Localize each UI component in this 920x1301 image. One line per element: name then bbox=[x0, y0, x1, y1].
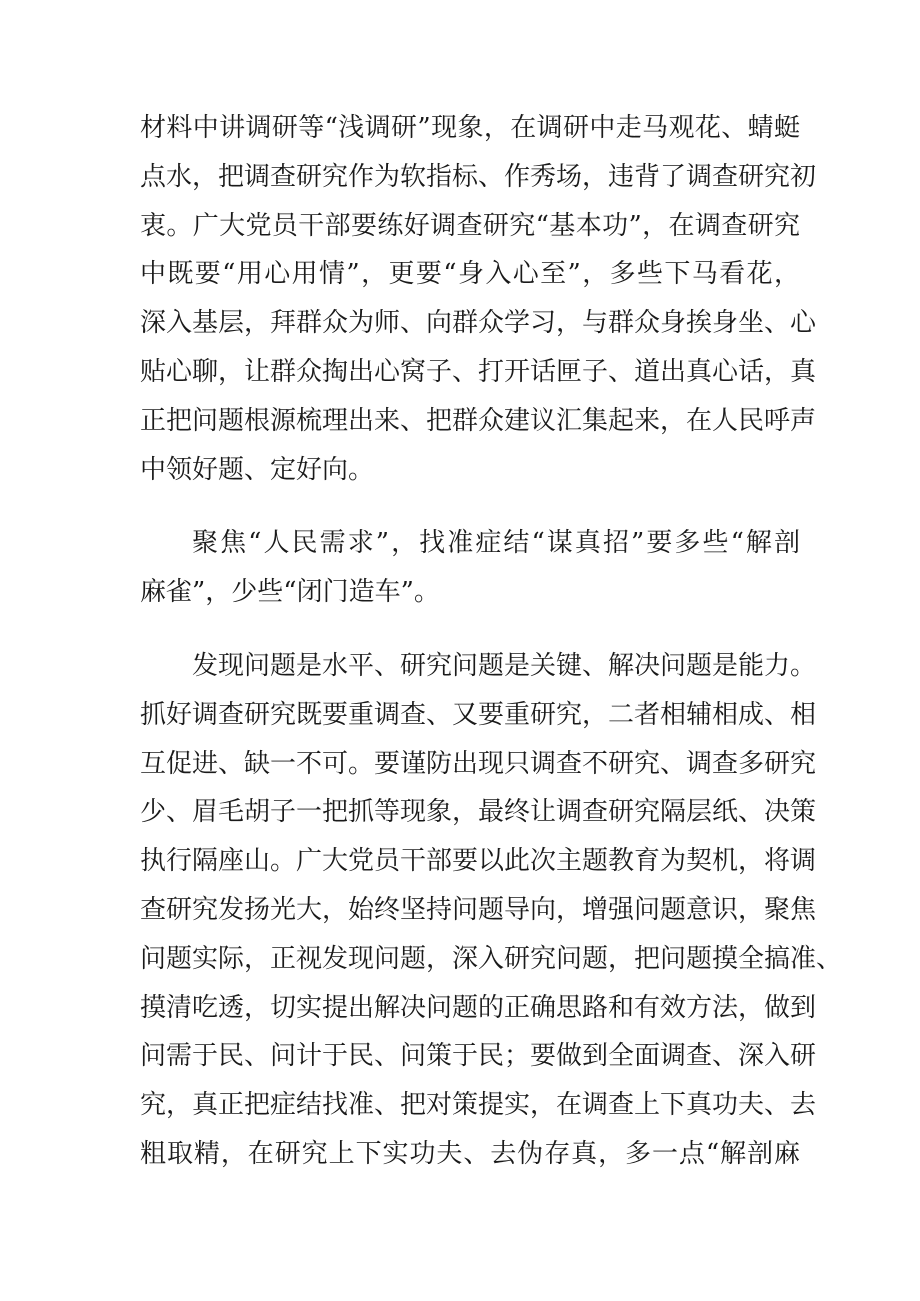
paragraph-line: 互促进、缺一不可。要谨防出现只调查不研究、调查多研究 bbox=[140, 748, 817, 779]
paragraph-line: 查研究发扬光大，始终坚持问题导向，增强问题意识，聚焦 bbox=[140, 894, 817, 925]
paragraph-line: 少、眉毛胡子一把抓等现象，最终让调查研究隔层纸、决策 bbox=[140, 797, 817, 828]
paragraph-2 bbox=[140, 519, 800, 617]
paragraph-line: 中既要“用心用情”，更要“身入心至”，多些下马看花， bbox=[140, 259, 800, 290]
paragraph-line: 执行隔座山。广大党员干部要以此次主题教育为契机，将调 bbox=[140, 846, 817, 877]
paragraph-line: 抓好调查研究既要重调查、又要重研究，二者相辅相成、相 bbox=[140, 699, 817, 730]
paragraph-line: 贴心聊，让群众掏出心窝子、打开话匣子、道出真心话，真 bbox=[140, 356, 817, 387]
paragraph-line: 中领好题、定好向。 bbox=[140, 454, 375, 485]
paragraph-3 bbox=[140, 642, 843, 1179]
paragraph-line: 究，真正把症结找准、把对策提实，在调查上下真功夫、去 bbox=[140, 1090, 817, 1121]
paragraph-line: 发现问题是水平、研究问题是关键、解决问题是能力。 bbox=[192, 650, 817, 681]
document-body bbox=[140, 104, 843, 1179]
paragraph-line: 粗取精，在研究上下实功夫、去伪存真，多一点“解剖麻 bbox=[140, 1138, 800, 1169]
paragraph-line: 聚焦“人民需求”，找准症结“谋真招”要多些“解剖 bbox=[192, 528, 800, 559]
paragraph-line: 正把问题根源梳理出来、把群众建议汇集起来，在人民呼声 bbox=[140, 405, 817, 436]
paragraph-line: 摸清吃透，切实提出解决问题的正确思路和有效方法，做到 bbox=[140, 992, 817, 1023]
paragraph-line: 问需于民、问计于民、问策于民；要做到全面调查、深入研 bbox=[140, 1041, 817, 1072]
paragraph-line: 深入基层，拜群众为师、向群众学习，与群众身挨身坐、心 bbox=[140, 308, 817, 339]
paragraph-line: 材料中讲调研等“浅调研”现象，在调研中走马观花、蜻蜓 bbox=[140, 113, 800, 143]
paragraph-line: 问题实际，正视发现问题，深入研究问题，把问题摸全搞准、 bbox=[140, 943, 843, 974]
paragraph-1 bbox=[140, 104, 817, 494]
paragraph-line: 衷。广大党员干部要练好调查研究“基本功”，在调查研究 bbox=[140, 210, 800, 241]
paragraph-line: 点水，把调查研究作为软指标、作秀场，违背了调查研究初 bbox=[140, 161, 817, 192]
paragraph-line: 麻雀”，少些“闭门造车”。 bbox=[140, 577, 440, 608]
